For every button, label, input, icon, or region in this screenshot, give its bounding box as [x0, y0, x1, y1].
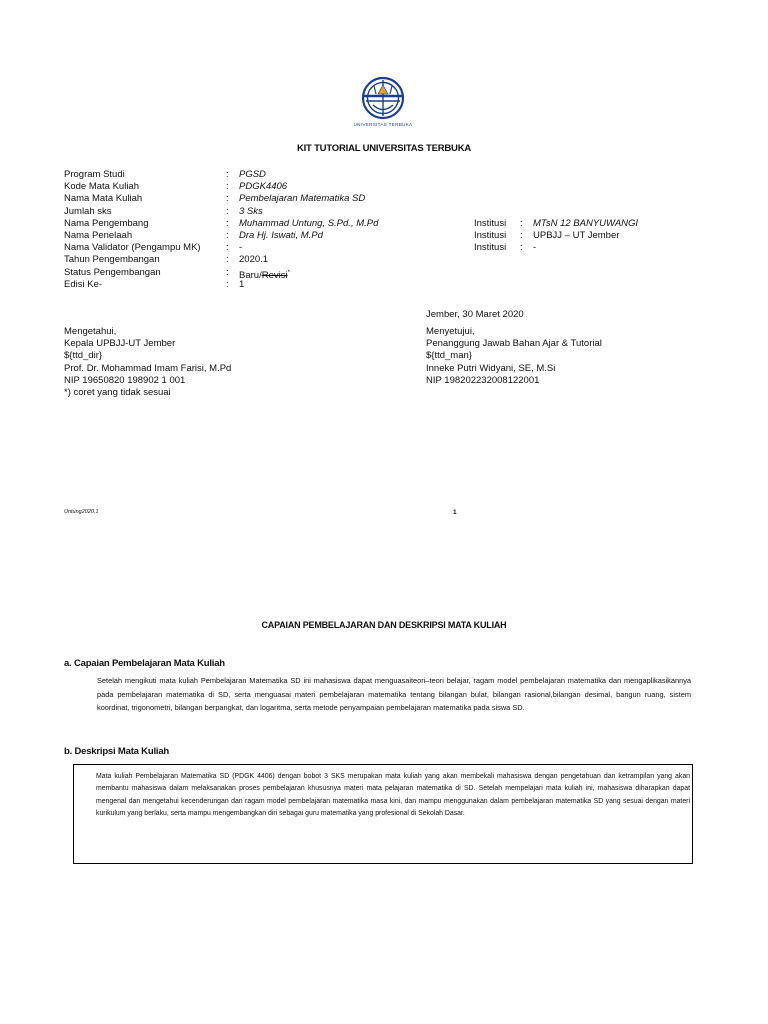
sig-left-line: Kepala UPBJJ-UT Jember	[64, 338, 176, 350]
logo-caption: UNIVERSITAS TERBUKA	[353, 122, 413, 127]
info-colon: :	[226, 242, 229, 254]
institusi-value: -	[533, 242, 537, 254]
footnote-note: *) coret yang tidak sesuai	[64, 387, 171, 399]
info-row-nama-penelaah	[64, 230, 664, 242]
section-a-text: Setelah mengikuti mata kuliah Pembelajaran Matematika SD ini mahasiswa dapat menguasaiteori–teori belajar, ragam model pembelajaran matematika dan mengaplikasikannya pada pembelajaran matematika di SD, serta menguasai materi pembelajaran matematika tentang bilangan bulat, bilangan rasional,bilangan desimal, bangun ruang, sistem koordinat, trigonometri, bilangan berpangkat, dan logaritma, serta metode penyampaian pembelajaran matematika pada siswa SD.	[97, 676, 691, 712]
status-revisi-struck: Revisi	[261, 269, 288, 281]
info-row-tahun-pengembangan	[64, 254, 664, 266]
info-label: Nama Mata Kuliah	[64, 193, 143, 205]
institusi-value: UPBJJ – UT Jember	[533, 229, 620, 241]
info-colon: :	[226, 205, 229, 217]
sig-left-line: ${ttd_dir}	[64, 350, 103, 362]
info-label: Tahun Pengembangan	[64, 254, 160, 266]
info-colon: :	[226, 217, 229, 229]
section-title: CAPAIAN PEMBELAJARAN DAN DESKRIPSI MATA KULIAH	[261, 620, 507, 630]
info-value: Dra Hj. Iswati, M.Pd	[239, 229, 323, 241]
status-baru: Baru/	[239, 269, 262, 281]
info-colon: :	[520, 229, 523, 241]
info-value: Pembelajaran Matematika SD	[239, 193, 366, 205]
info-colon: :	[226, 169, 229, 180]
status-footnote-mark: *	[287, 269, 290, 276]
university-logo	[356, 76, 410, 136]
info-colon: :	[520, 217, 523, 229]
info-colon: :	[226, 193, 229, 205]
sig-right-line: Menyetujui,	[426, 326, 475, 337]
info-value: 1	[239, 278, 245, 290]
university-emblem-icon	[356, 76, 410, 122]
info-value: 2020.1	[239, 254, 269, 266]
info-row-program-studi	[64, 169, 664, 181]
page-number: 1	[453, 509, 457, 516]
date-place: Jember, 30 Maret 2020	[426, 309, 524, 320]
sig-right-line: NIP 198202232008122001	[426, 374, 540, 386]
info-label: Program Studi	[64, 169, 125, 180]
document-title: KIT TUTORIAL UNIVERSITAS TERBUKA	[296, 143, 472, 154]
info-value: PGSD	[239, 169, 266, 180]
course-info-table	[64, 169, 664, 291]
info-colon: :	[226, 266, 229, 278]
info-row-status-pengembangan	[64, 267, 664, 279]
info-value: Muhammad Untung, S.Pd., M.Pd	[239, 217, 379, 229]
info-row-nama-pengembang	[64, 218, 664, 230]
sig-right-line: Penanggung Jawab Bahan Ajar & Tutorial	[426, 338, 602, 350]
sig-left-line: NIP 19650820 198902 1 001	[64, 374, 186, 386]
info-colon: :	[226, 254, 229, 266]
info-colon: :	[226, 229, 229, 241]
info-label: Kode Mata Kuliah	[64, 181, 139, 193]
institusi-label: Institusi	[474, 229, 507, 241]
info-value: PDGK4406	[239, 181, 288, 193]
section-b-text: Mata kuliah Pembelajaran Matematika SD (PDGK 4406) dengan bobot 3 SKS merupakan mata kuliah yang akan membekali mahasiswa dengan pengetahuan dan ketrampilan yang akan membantu mahasiswa dalam melaksanakan proses pembelajaran khususnya materi mata pelajaran matematika di SD. Setelah mempelajari mata kuliah ini, mahasiswa diharapkan dapat mengenal dan mengetahui kecenderungan dan ragam model pembelajaran matematika masa kini, dan mampu menggunakan dalam pembelajaran matematika SD yang sesuai dengan materi kurikulum yang berlaku, serta mampu mengembangkan diri sebagai guru matematika yang profesional di Sekolah Dasar.	[96, 773, 690, 817]
info-row-edisi	[64, 279, 664, 291]
info-label: Nama Pengembang	[64, 217, 149, 229]
info-label: Status Pengembangan	[64, 266, 161, 278]
info-row-kode-mata-kuliah	[64, 181, 664, 193]
footer-doc-code: Untung2020.1	[64, 509, 99, 515]
info-colon: :	[520, 242, 523, 254]
section-a-heading: a. Capaian Pembelajaran Mata Kuliah	[64, 658, 225, 669]
info-label: Nama Validator (Pengampu MK)	[64, 242, 201, 254]
info-value: 3 Sks	[239, 205, 263, 217]
info-row-nama-validator	[64, 242, 664, 254]
sig-right-line: ${ttd_man}	[426, 350, 472, 362]
institusi-value: MTsN 12 BANYUWANGI	[533, 217, 639, 229]
institusi-label: Institusi	[474, 242, 507, 254]
sig-left-line: Prof. Dr. Mohammad Imam Farisi, M.Pd	[64, 362, 232, 374]
sig-left-line: Mengetahui,	[64, 326, 117, 337]
signature-left	[64, 326, 231, 399]
institusi-label: Institusi	[474, 217, 507, 229]
info-label: Nama Penelaah	[64, 229, 133, 241]
info-label: Jumlah sks	[64, 205, 112, 217]
sig-right-line: Inneke Putri Widyani, SE, M.Si	[426, 362, 556, 374]
section-b-heading: b. Deskripsi Mata Kuliah	[64, 746, 170, 757]
signature-right	[426, 326, 602, 387]
info-label: Edisi Ke-	[64, 278, 103, 290]
info-colon: :	[226, 278, 229, 290]
info-value: -	[239, 242, 243, 254]
info-row-nama-mata-kuliah	[64, 193, 664, 205]
info-row-jumlah-sks	[64, 206, 664, 218]
info-colon: :	[226, 181, 229, 193]
